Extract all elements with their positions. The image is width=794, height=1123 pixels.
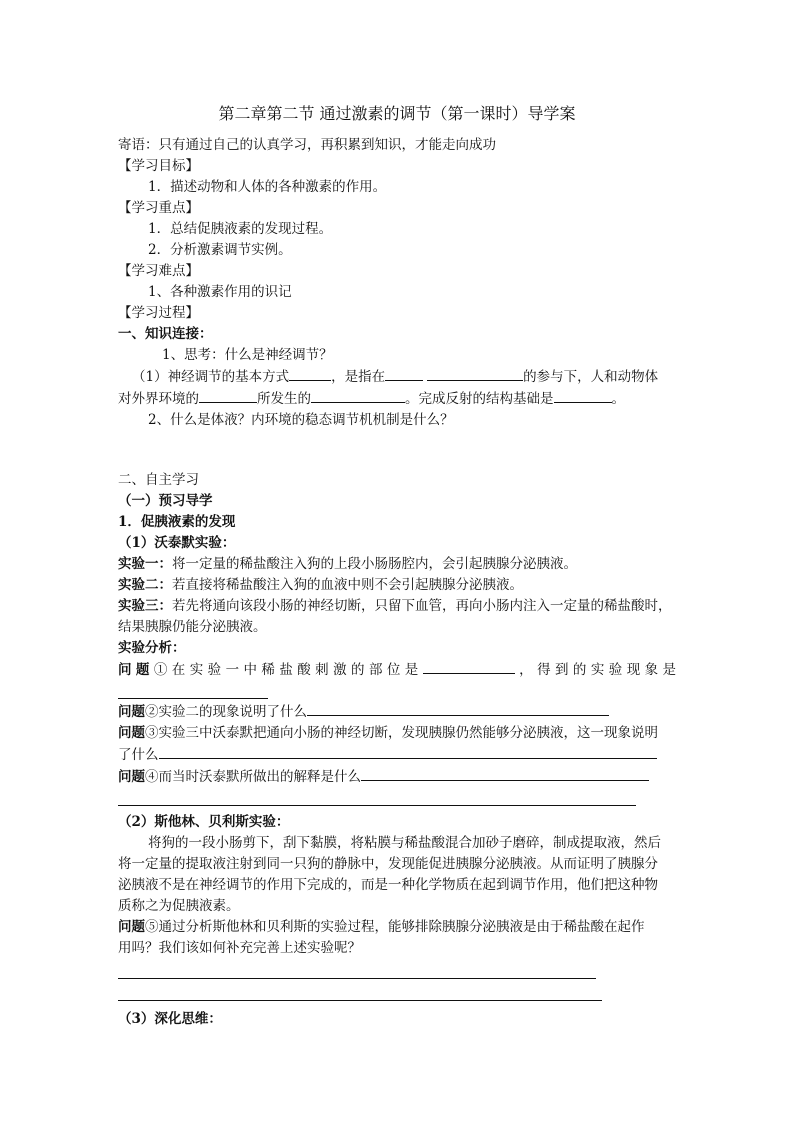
analysis-question-4: 问题④而当时沃泰默所做出的解释是什么 (118, 766, 676, 788)
analysis-question-3-cont: 了什么 (118, 744, 676, 766)
key-points-header: 【学习重点】 (118, 200, 199, 216)
experiment-c: 实验三：若先将通向该段小肠的神经切断，只留下血管，再向小肠内注入一定量的稀盐酸时， (118, 598, 672, 614)
key-point-item: 2．分析激素调节实例。 (148, 242, 292, 258)
experiment2-paragraph: 将狗的一段小肠剪下，刮下黏膜，将粘膜与稀盐酸混合加砂子磨碎，制成提取液，然后 (148, 835, 661, 851)
experiment-a: 实验一：将一定量的稀盐酸注入狗的上段小肠肠腔内，会引起胰腺分泌胰液。 (118, 556, 577, 572)
answer-line[interactable] (118, 961, 596, 979)
experiment2-paragraph: 质称之为促胰液素。 (118, 898, 240, 914)
key-point-item: 1．总结促胰液素的发现过程。 (148, 221, 333, 237)
answer-blank[interactable] (554, 388, 612, 403)
analysis-header: 实验分析： (118, 640, 186, 656)
answer-blank[interactable] (307, 701, 609, 716)
difficulties-header: 【学习难点】 (118, 263, 199, 279)
process-header: 【学习过程】 (118, 305, 199, 321)
answer-blank[interactable] (199, 388, 257, 403)
analysis-question-1: 问题①在实验一中稀盐酸刺激的部位是 ，得到的实验现象是 (118, 659, 676, 681)
answer-blank[interactable] (159, 744, 657, 759)
answer-blank[interactable] (427, 366, 523, 381)
section1-question-1: 1、思考：什么是神经调节？ (162, 347, 333, 363)
answer-blank[interactable] (311, 388, 405, 403)
experiment2-paragraph: 将一定量的提取液注射到同一只狗的静脉中，发现能促进胰腺分泌胰液。从而证明了胰腺分 (118, 856, 658, 872)
experiment1-header: （1）沃泰默实验： (118, 535, 236, 551)
experiment-b: 实验二：若直接将稀盐酸注入狗的血液中则不会引起胰腺分泌胰液。 (118, 577, 523, 593)
answer-blank[interactable] (423, 659, 515, 674)
difficulty-item: 1、各种激素作用的识记 (148, 284, 292, 300)
analysis-question-5-cont: 用吗？我们该如何补充完善上述实验呢？ (118, 940, 361, 956)
page-title: 第二章第二节 通过激素的调节（第一课时）导学案 (218, 104, 576, 123)
answer-line[interactable] (118, 983, 602, 1001)
section2-sub-heading: （一）预习导学 (118, 493, 213, 509)
section1-heading: 一、知识连接： (118, 326, 213, 342)
experiment3-header: （3）深化思维： (118, 1011, 222, 1027)
answer-line[interactable] (118, 681, 268, 699)
section1-fill-line-1: （1）神经调节的基本方式 ，是指在 的参与下，人和动物体 (118, 366, 676, 388)
section2-topic: 1．促胰液素的发现 (118, 514, 236, 530)
objective-item: 1．描述动物和人体的各种激素的作用。 (148, 179, 387, 195)
answer-blank[interactable] (289, 366, 331, 381)
analysis-question-3: 问题③实验三中沃泰默把通向小肠的神经切断，发现胰腺仍然能够分泌胰液，这一现象说明 (118, 725, 658, 741)
motto: 寄语：只有通过自己的认真学习，再积累到知识，才能走向成功 (118, 137, 496, 153)
section1-question-2: 2、什么是体液？内环境的稳态调节机机制是什么？ (148, 412, 454, 428)
answer-blank[interactable] (361, 766, 649, 781)
experiment2-paragraph: 泌胰液不是在神经调节的作用下完成的，而是一种化学物质在起到调节作用，他们把这种物 (118, 877, 658, 893)
answer-blank[interactable] (385, 366, 423, 381)
experiment2-header: （2）斯他林、贝利斯实验： (118, 814, 290, 830)
analysis-question-5: 问题⑤通过分析斯他林和贝利斯的实验过程，能够排除胰腺分泌胰液是由于稀盐酸在起作 (118, 919, 645, 935)
section1-fill-line-2: 对外界环境的 所发生的 。完成反射的结构基础是 。 (118, 388, 676, 410)
experiment-c-cont: 结果胰腺仍能分泌胰液。 (118, 619, 267, 635)
section2-heading: 二、自主学习 (118, 472, 199, 488)
objectives-header: 【学习目标】 (118, 158, 199, 174)
analysis-question-2: 问题②实验二的现象说明了什么 (118, 701, 676, 723)
answer-line[interactable] (118, 788, 636, 806)
